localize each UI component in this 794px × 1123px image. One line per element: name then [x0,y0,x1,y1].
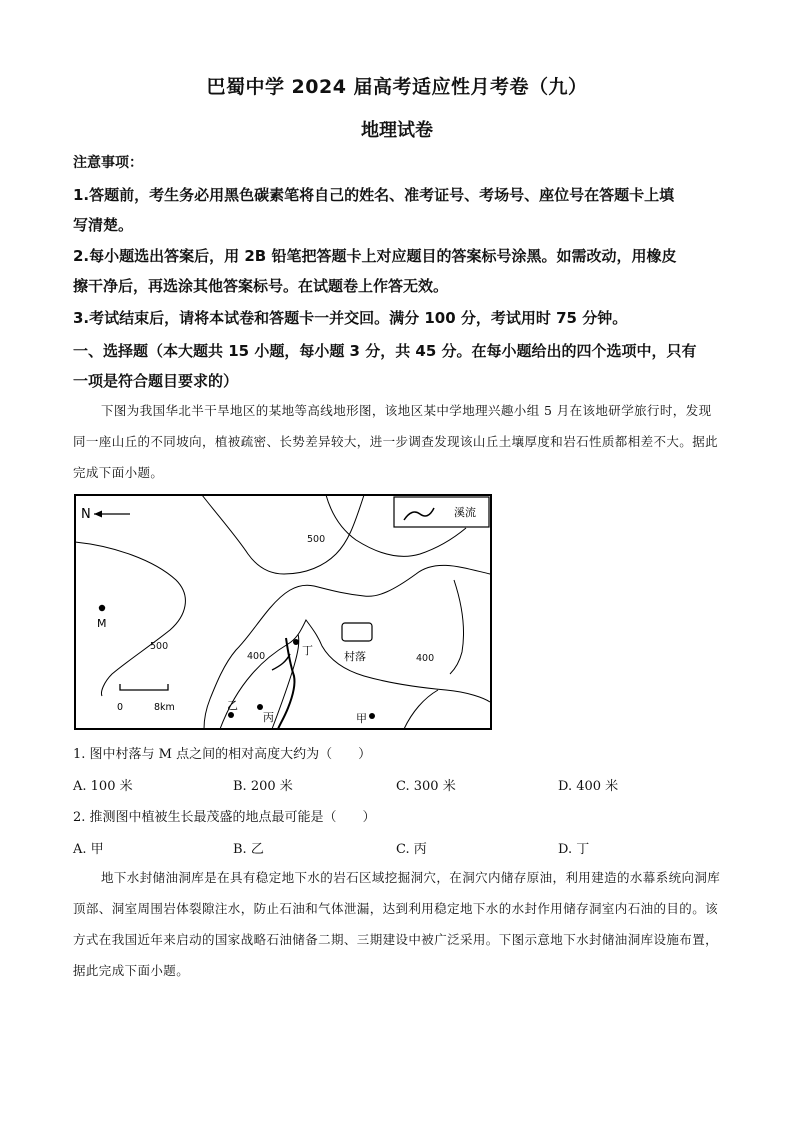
note-item-2-line-2: 擦干净后，再选涂其他答案标号。在试题卷上作答无效。 [73,277,449,295]
scale-zero-label: 0 [117,702,124,713]
section-heading-line-2: 一项是符合题目要求的） [73,372,239,390]
contour-label-400-east: 400 [416,653,435,664]
contour-label-400-mid: 400 [247,651,266,662]
question-2-stem: 2. 推测图中植被生长最茂盛的地点最可能是（ ） [73,810,376,825]
point-ding-marker [293,639,299,645]
point-m-label: M [97,617,107,630]
note-item-1-line-2: 写清楚。 [73,216,134,234]
question-2-option-d: D. 丁 [558,842,590,857]
question-1-option-d: D. 400 米 [558,779,619,794]
notes-heading: 注意事项： [73,155,143,171]
passage-1: 下图为我国华北半干旱地区的某地等高线地形图，该地区某中学地理兴趣小组 5 月在该地研学旅行时，发现同一座山丘的不同坡向，植被疏密、长势差异较大，进一步调查发现该山丘土壤厚度和岩石性质都相差不大。据此完成下面小题。 [73,403,719,480]
question-1-stem: 1. 图中村落与 M 点之间的相对高度大约为（ ） [73,747,372,762]
point-jia-marker [369,713,375,719]
passage-2: 地下水封储油洞库是在具有稳定地下水的岩石区域挖掘洞穴，在洞穴内储存原油，利用建造的水幕系统向洞库顶部、洞室周围岩体裂隙注水，防止石油和气体泄漏，达到利用稳定地下水的水封作用储存洞室内石油的目的。该方式在我国近年来启动的国家战略石油储备二期、三期建设中被广泛采用。下图示意地下水封储油洞库设施布置，据此完成下面小题。 [73,870,721,978]
question-2-option-b: B. 乙 [233,842,264,857]
point-m-marker [99,605,105,611]
village-icon [342,623,372,641]
north-label: N [81,507,91,522]
contour-map [74,494,492,730]
village-label: 村落 [344,650,366,663]
point-bing-label: 丙 [263,711,274,724]
note-item-2-line-1: 2.每小题选出答案后，用 2B 铅笔把答题卡上对应题目的答案标号涂黑。如需改动，用橡皮 [73,247,677,265]
contour-label-500-west: 500 [150,641,169,652]
question-1-option-b: B. 200 米 [233,779,293,794]
point-yi-marker [228,712,234,718]
point-jia-label: 甲 [356,712,367,725]
point-yi-label: 乙 [227,699,238,712]
exam-title: 巴蜀中学 2024 届高考适应性月考卷（九） [206,76,588,98]
legend-stream-label: 溪流 [454,506,476,519]
point-bing-marker [257,704,263,710]
scale-length-label: 8km [154,702,175,713]
section-heading-line-1: 一、选择题（本大题共 15 小题，每小题 3 分，共 45 分。在每小题给出的四个选项中，只有 [73,342,697,360]
note-item-1-line-1: 1.答题前，考生务必用黑色碳素笔将自己的姓名、准考证号、考场号、座位号在答题卡上填 [73,186,675,204]
map-frame [75,495,491,729]
question-1-option-c: C. 300 米 [396,779,456,794]
question-2-option-a: A. 甲 [73,842,104,857]
point-ding-label: 丁 [302,644,313,657]
question-1-option-a: A. 100 米 [73,779,133,794]
contour-label-500-north: 500 [307,534,326,545]
note-item-3: 3.考试结束后，请将本试卷和答题卡一并交回。满分 100 分，考试用时 75 分钟。 [73,309,628,327]
question-2-option-c: C. 丙 [396,842,427,857]
exam-subtitle: 地理试卷 [361,120,433,141]
